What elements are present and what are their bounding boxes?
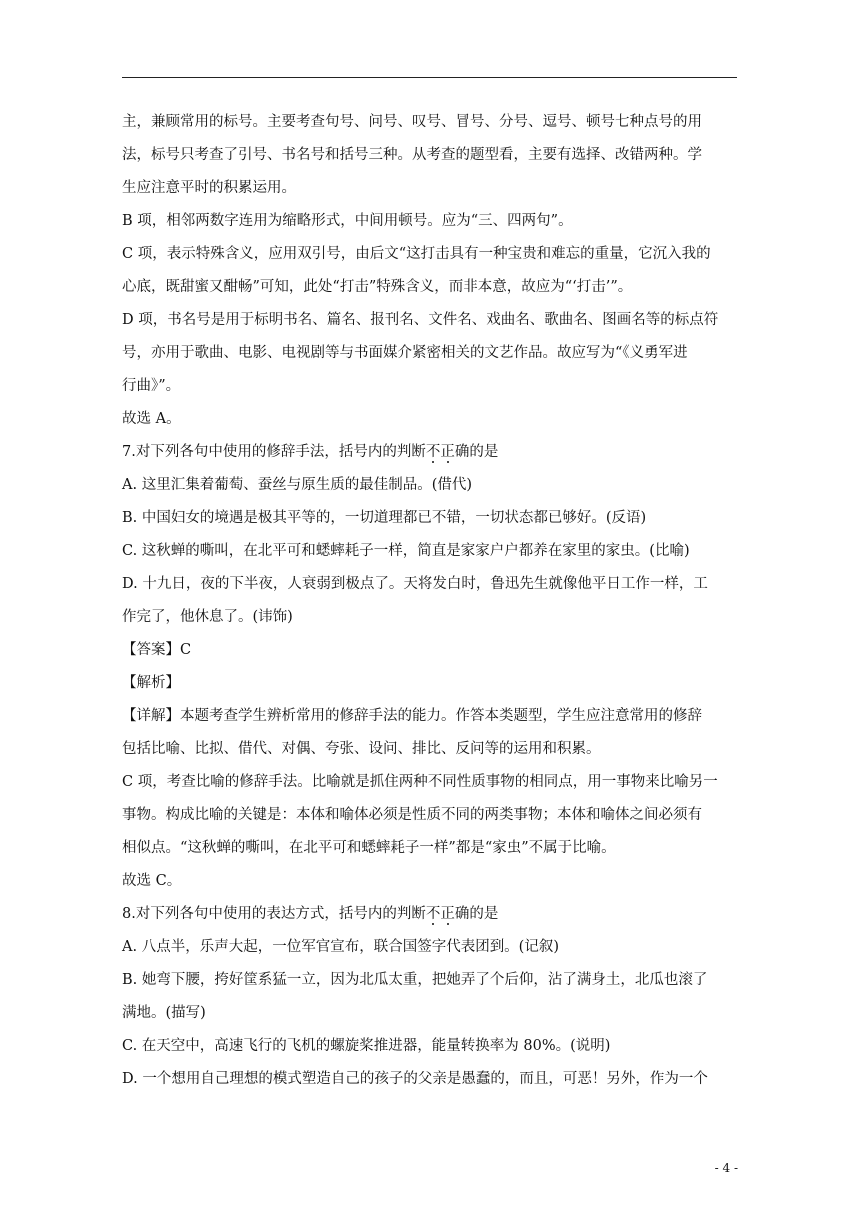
page-number: - 4 - xyxy=(714,1161,738,1175)
text-line: D 项，书名号是用于标明书名、篇名、报刊名、文件名、戏曲名、歌曲名、图画名等的标点符 xyxy=(122,312,719,328)
text-line: 故选 A。 xyxy=(122,411,181,427)
text-line: 法，标号只考查了引号、书名号和括号三种。从考查的题型看，主要有选择、改错两种。学 xyxy=(122,147,702,163)
question-stem-text: 确的是 xyxy=(454,444,499,460)
text-line: 主，兼顾常用的标号。主要考查句号、问号、叹号、冒号、分号、逗号、顿号七种点号的用 xyxy=(122,114,702,130)
question-stem-text: 确的是 xyxy=(454,906,499,922)
text-line: 号，亦用于歌曲、电影、电视剧等与书面媒介紧密相关的文艺作品。故应写为“《义勇军进 xyxy=(122,345,688,361)
question-7-stem xyxy=(122,436,737,469)
page-body xyxy=(122,106,737,1096)
question-stem-text: 8.对下列各句中使用的表达方式，括号内的判断 xyxy=(122,906,426,922)
question-8-stem xyxy=(122,898,737,931)
text-line: D. 一个想用自己理想的模式塑造自己的孩子的父亲是愚蠢的，而且，可恶！另外，作为一个 xyxy=(122,1071,708,1087)
text-line: A. 八点半，乐声大起，一位军官宣布，联合国签字代表团到。(记叙) xyxy=(122,939,560,955)
text-line: A. 这里汇集着葡萄、蚕丝与原生质的最佳制品。(借代) xyxy=(122,477,473,493)
text-line: 包括比喻、比拟、借代、对偶、夸张、设问、排比、反问等的运用和积累。 xyxy=(122,741,601,757)
text-line: B 项，相邻两数字连用为缩略形式，中间用顿号。应为“三、四两句”。 xyxy=(122,213,573,229)
text-line: 生应注意平时的积累运用。 xyxy=(122,180,296,196)
text-line: C. 这秋蝉的嘶叫，在北平可和蟋蟀耗子一样，简直是家家户户都养在家里的家虫。(比喻) xyxy=(122,543,690,559)
emphasis-dot-char: 正 xyxy=(440,906,455,922)
analysis-label: 【解析】 xyxy=(122,675,180,691)
text-line: C 项，表示特殊含义，应用双引号，由后文“这打击具有一种宝贵和难忘的重量，它沉入我的 xyxy=(122,246,711,262)
question-stem-text: 7.对下列各句中使用的修辞手法，括号内的判断 xyxy=(122,444,426,460)
text-line: C. 在天空中，高速飞行的飞机的螺旋桨推进器，能量转换率为 80%。(说明) xyxy=(122,1038,611,1054)
text-line: 作完了，他休息了。(讳饰) xyxy=(122,609,293,625)
text-line: 相似点。“这秋蝉的嘶叫，在北平可和蟋蟀耗子一样”都是“家虫”不属于比喻。 xyxy=(122,840,616,856)
header-rule xyxy=(122,77,737,78)
text-line: B. 中国妇女的境遇是极其平等的，一切道理都已不错，一切状态都已够好。(反语) xyxy=(122,510,647,526)
emphasis-dot-char: 不 xyxy=(425,906,441,922)
text-line: 【详解】本题考查学生辨析常用的修辞手法的能力。作答本类题型，学生应注意常用的修辞 xyxy=(122,708,702,724)
text-line: C 项，考查比喻的修辞手法。比喻就是抓住两种不同性质事物的相同点，用一事物来比喻另一 xyxy=(122,774,718,790)
emphasis-dot-char: 不 xyxy=(425,444,441,460)
text-line: 心底，既甜蜜又酣畅”可知，此处“打击”特殊含义，而非本意，故应为“‘打击’”。 xyxy=(122,279,633,295)
text-line: 事物。构成比喻的关键是：本体和喻体必须是性质不同的两类事物；本体和喻体之间必须有 xyxy=(122,807,702,823)
text-line: D. 十九日，夜的下半夜，人衰弱到极点了。天将发白时，鲁迅先生就像他平日工作一样，工 xyxy=(122,576,708,592)
text-line: 行曲》”。 xyxy=(122,378,181,394)
text-line: 故选 C。 xyxy=(122,873,182,889)
text-line: 满地。(描写) xyxy=(122,1005,206,1021)
answer-label: 【答案】C xyxy=(122,642,192,658)
text-line: B. 她弯下腰，挎好筐系猛一立，因为北瓜太重，把她弄了个后仰，沾了满身土，北瓜也滚了 xyxy=(122,972,708,988)
emphasis-dot-char: 正 xyxy=(440,444,455,460)
